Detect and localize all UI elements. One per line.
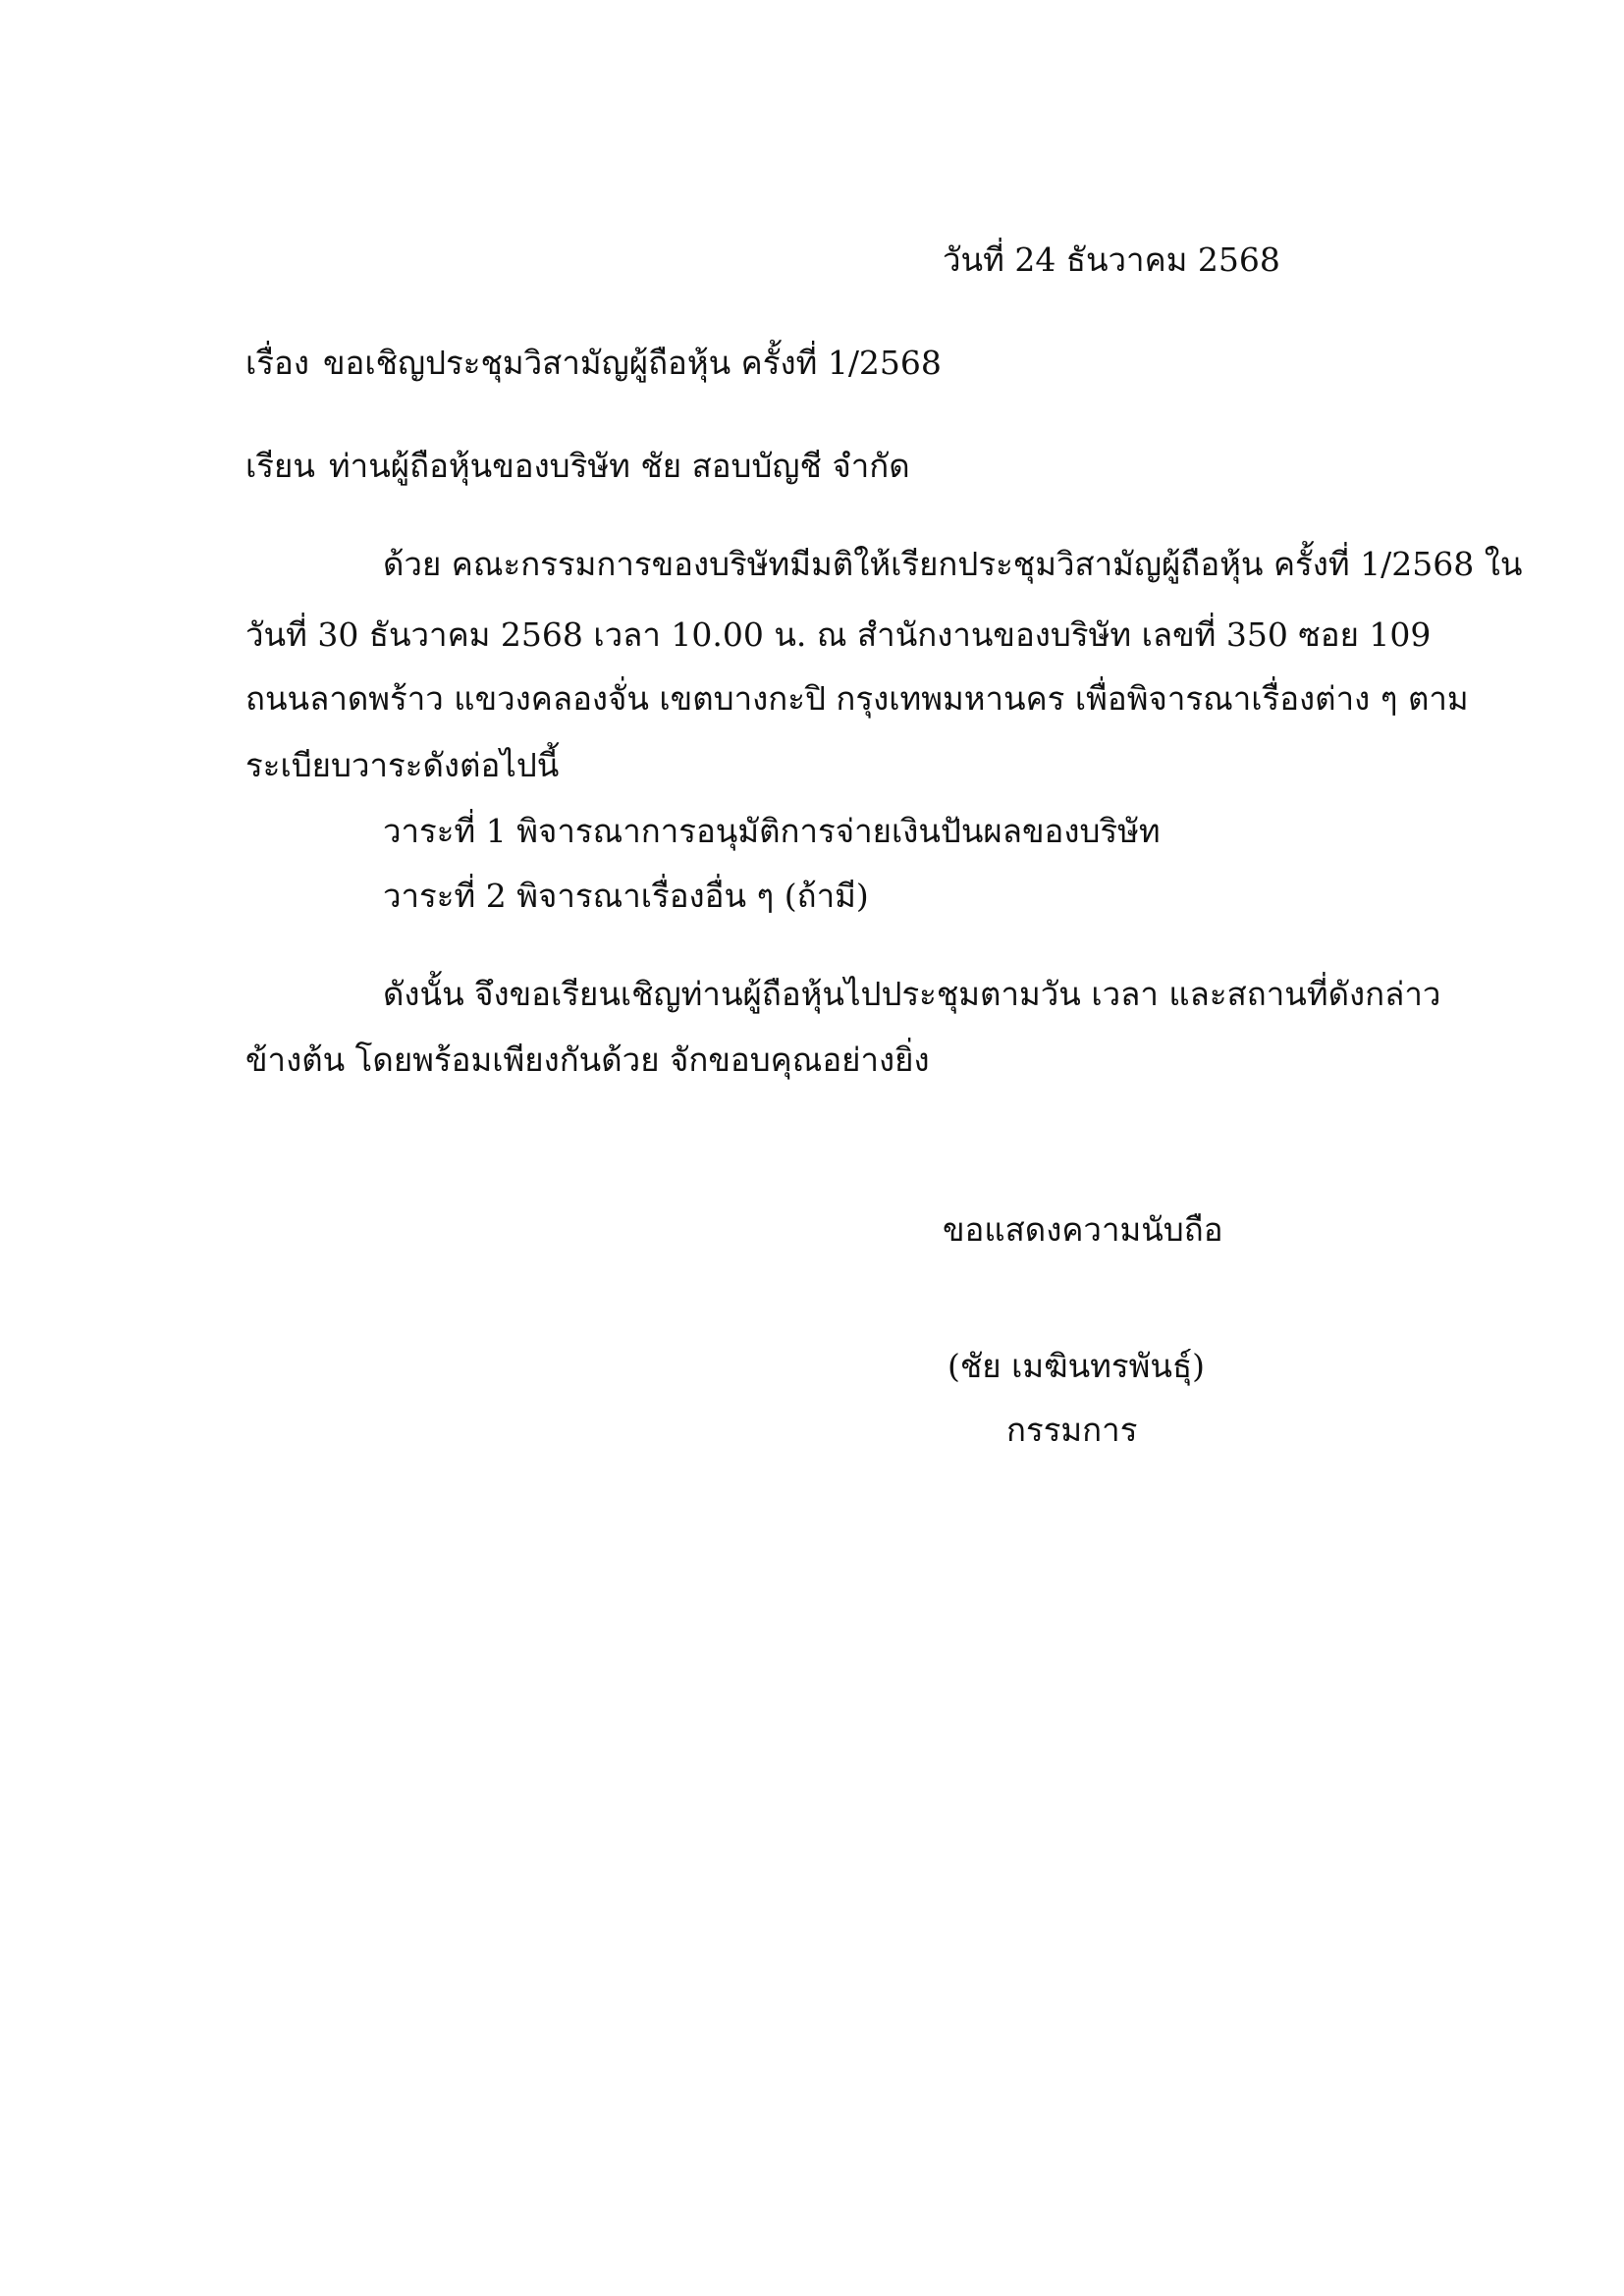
subject-label: เรื่อง [245,344,309,382]
subject-text: ขอเชิญประชุมวิสามัญผู้ถือหุ้น ครั้งที่ 1/2568 [322,344,942,382]
signer-title: กรรมการ [1006,1411,1138,1449]
closing-phrase: ขอแสดงความนับถือ [943,1210,1223,1249]
recipient-label: เรียน [245,447,315,485]
agenda-item-1: วาระที่ 1 พิจารณาการอนุมัติการจ่ายเงินปันผลของบริษัท [383,812,1161,850]
subject-line [245,344,942,383]
recipient-line [245,447,910,486]
body-paragraph-1-line-2: วันที่ 30 ธันวาคม 2568 เวลา 10.00 น. ณ สำนักงานของบริษัท เลขที่ 350 ซอย 109 [245,615,1432,654]
body-paragraph-2-line-1: ดังนั้น จึงขอเรียนเชิญท่านผู้ถือหุ้นไปประชุมตามวัน เวลา และสถานที่ดังกล่าว [383,975,1441,1013]
body-paragraph-2-line-2: ข้างต้น โดยพร้อมเพียงกันด้วย จักขอบคุณอย่างยิ่ง [245,1041,930,1079]
body-paragraph-1-line-4: ระเบียบวาระดังต่อไปนี้ [245,746,560,784]
body-paragraph-1-line-1: ด้วย คณะกรรมการของบริษัทมีมติให้เรียกประชุมวิสามัญผู้ถือหุ้น ครั้งที่ 1/2568 ใน [383,545,1523,583]
body-paragraph-1-line-3: ถนนลาดพร้าว แขวงคลองจั่น เขตบางกะปิ กรุงเทพมหานคร เพื่อพิจารณาเรื่องต่าง ๆ ตาม [245,679,1469,718]
letter-date: วันที่ 24 ธันวาคม 2568 [943,240,1280,279]
agenda-item-2: วาระที่ 2 พิจารณาเรื่องอื่น ๆ (ถ้ามี) [383,877,869,915]
signer-name: (ชัย เมฆินทรพันธุ์) [947,1347,1205,1385]
recipient-text: ท่านผู้ถือหุ้นของบริษัท ชัย สอบบัญชี จำกัด [328,447,910,485]
